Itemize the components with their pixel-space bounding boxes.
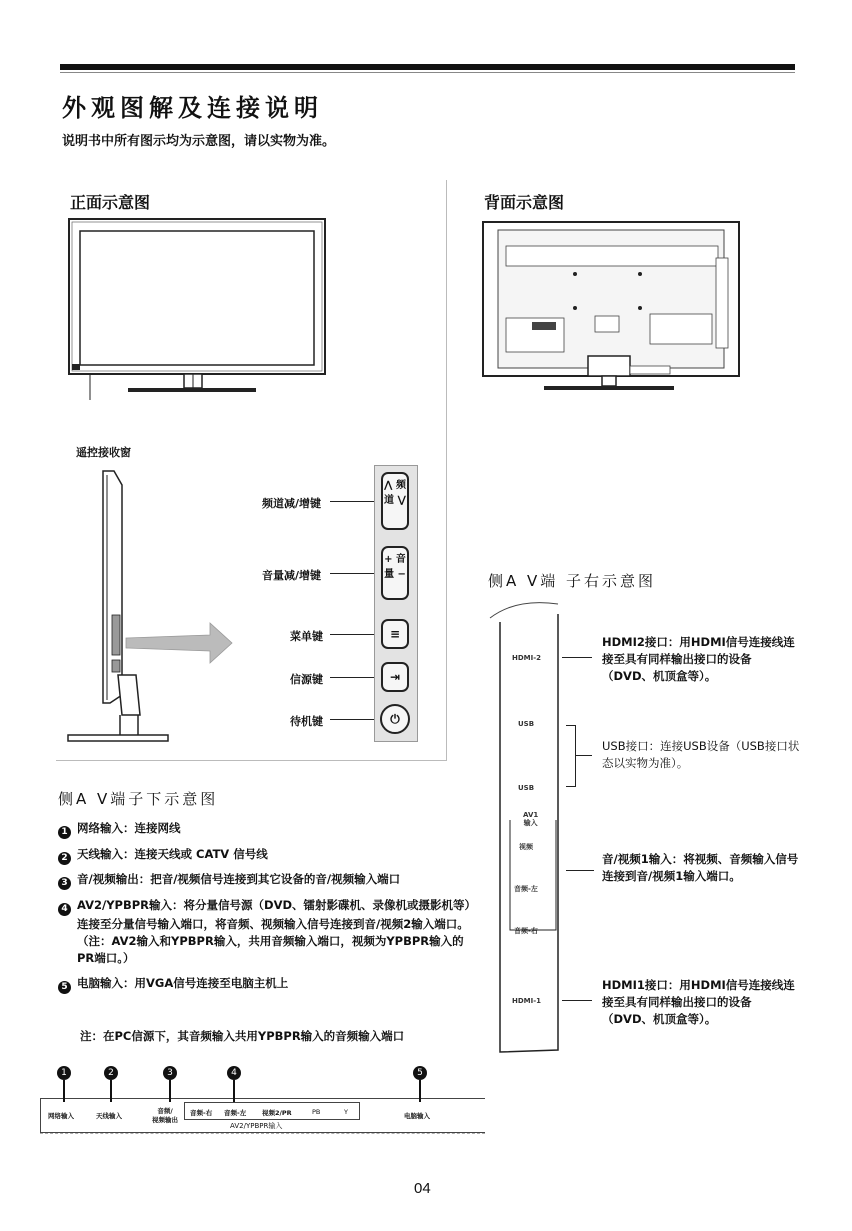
page-title: 外观图解及连接说明	[62, 94, 323, 122]
port-network-label: 网络输入	[48, 1112, 74, 1120]
power-leader	[330, 719, 374, 720]
bullet-3: 3	[58, 877, 71, 890]
port-video: 视频	[519, 843, 533, 851]
channel-leader	[330, 501, 374, 502]
panel-bottom-rule	[56, 760, 447, 761]
volume-leader	[330, 573, 374, 574]
pin-1: 1	[57, 1066, 71, 1080]
bottom-av-item-5: 5 电脑输入：用VGA信号连接至电脑主机上	[58, 975, 448, 994]
port-usb-1: USB	[518, 720, 535, 728]
av1-leader	[566, 870, 594, 871]
bottom-av-item-2: 2 天线输入：连接天线或 CATV 信号线	[58, 846, 448, 865]
hdmi2-leader	[562, 657, 592, 658]
port-hdmi2: HDMI-2	[512, 654, 542, 662]
bullet-5: 5	[58, 981, 71, 994]
port-av1: AV1 输入	[523, 811, 539, 827]
power-icon: ⏻	[390, 712, 400, 726]
right-side-panel	[486, 598, 566, 1058]
pin-3-line	[169, 1080, 171, 1102]
front-tv-diagram	[66, 215, 331, 400]
volume-button-label: 音量减/增键	[262, 569, 322, 582]
channel-button-label: 频道减/增键	[262, 497, 322, 510]
pin-5-line	[419, 1080, 421, 1102]
panel-divider	[446, 180, 447, 760]
pin-3: 3	[163, 1066, 177, 1080]
back-tv-diagram	[480, 218, 745, 398]
usb-callout: USB接口：连接USB设备（USB接口状态以实物为准）。	[602, 739, 800, 770]
hdmi1-callout: HDMI1接口：用HDMI信号连接线连接至具有同样输出接口的设备（DVD、机顶盒等）。	[602, 978, 795, 1026]
port-video2-pr-label: 视频2/PR	[262, 1109, 292, 1117]
bullet-4: 4	[58, 903, 71, 916]
port-strip-fade	[40, 1133, 485, 1135]
usb-bracket	[566, 725, 576, 787]
front-heading: 正面示意图	[70, 193, 151, 212]
remote-receiver-label: 遥控接收窗	[76, 446, 131, 459]
bottom-av-note: 注：在PC信源下，其音频输入共用YPBPR输入的音频输入端口	[80, 1029, 405, 1043]
source-button[interactable]	[381, 662, 409, 692]
port-audio-r-label: 音频-右	[190, 1109, 213, 1117]
page-subtitle: 说明书中所有图示均为示意图，请以实物为准。	[62, 134, 336, 149]
menu-icon: ≡	[389, 627, 401, 641]
volume-button[interactable]	[381, 546, 409, 600]
hdmi2-callout: HDMI2接口：用HDMI信号连接线连接至具有同样输出接口的设备（DVD、机顶盒等）。	[602, 635, 795, 683]
port-antenna-label: 天线输入	[96, 1112, 122, 1120]
side-tv-diagram	[60, 465, 240, 750]
source-icon: ⇥	[389, 670, 401, 684]
source-leader	[330, 677, 374, 678]
pin-5: 5	[413, 1066, 427, 1080]
port-hdmi1: HDMI-1	[512, 997, 542, 1005]
hdmi1-leader	[562, 1000, 592, 1001]
bottom-av-heading: 侧A V端子下示意图	[58, 790, 219, 808]
pin-4-line	[233, 1080, 235, 1102]
top-rule-thin	[60, 72, 795, 73]
av1-callout: 音/视频1输入：将视频、音频输入信号连接到音/视频1输入端口。	[602, 852, 799, 883]
pin-2: 2	[104, 1066, 118, 1080]
bullet-1: 1	[58, 826, 71, 839]
back-heading: 背面示意图	[484, 193, 565, 212]
menu-leader	[330, 634, 374, 635]
channel-button[interactable]	[381, 472, 409, 530]
bullet-2: 2	[58, 852, 71, 865]
menu-button[interactable]	[381, 619, 409, 649]
pin-4: 4	[227, 1066, 241, 1080]
power-button[interactable]	[380, 704, 410, 734]
channel-up-down-icon: ⋀ 频道 ⋁	[384, 480, 406, 506]
port-y-label: Y	[344, 1108, 348, 1116]
menu-button-label: 菜单键	[290, 630, 323, 643]
right-av-heading: 侧A V端 子右示意图	[488, 572, 657, 590]
pin-2-line	[110, 1080, 112, 1102]
port-audio-r: 音频-右	[514, 927, 538, 935]
port-audio-l-label: 音频-左	[224, 1109, 247, 1117]
page-number: 04	[414, 1180, 431, 1197]
bottom-av-item-1: 1 网络输入：连接网线	[58, 820, 448, 839]
port-avout-label: 音频/ 视频输出	[152, 1107, 178, 1124]
bottom-av-item-4: 4 AV2/YPBPR输入：将分量信号源（DVD、镭射影碟机、录像机或摄影机等）连接至分量信号输入端口，将音频、视频输入信号连接到音/视频2输入端口。（注：AV2输入和YPBPR输入，共用音频输入端口，视频为YPBPR输入的PR端口。）	[58, 897, 472, 967]
power-button-label: 待机键	[290, 715, 323, 728]
port-usb-2: USB	[518, 784, 535, 792]
usb-leader	[576, 755, 592, 756]
source-button-label: 信源键	[290, 673, 323, 686]
port-group-label: AV2/YPBPR输入	[230, 1122, 283, 1130]
volume-up-down-icon: + 音量 −	[384, 554, 406, 580]
pin-1-line	[63, 1080, 65, 1102]
top-rule	[60, 64, 795, 70]
port-pb-label: PB	[312, 1108, 321, 1116]
port-pc-label: 电脑输入	[404, 1112, 430, 1120]
bottom-av-item-3: 3 音/视频输出：把音/视频信号连接到其它设备的音/视频输入端口	[58, 871, 448, 890]
port-audio-l: 音频-左	[514, 885, 538, 893]
